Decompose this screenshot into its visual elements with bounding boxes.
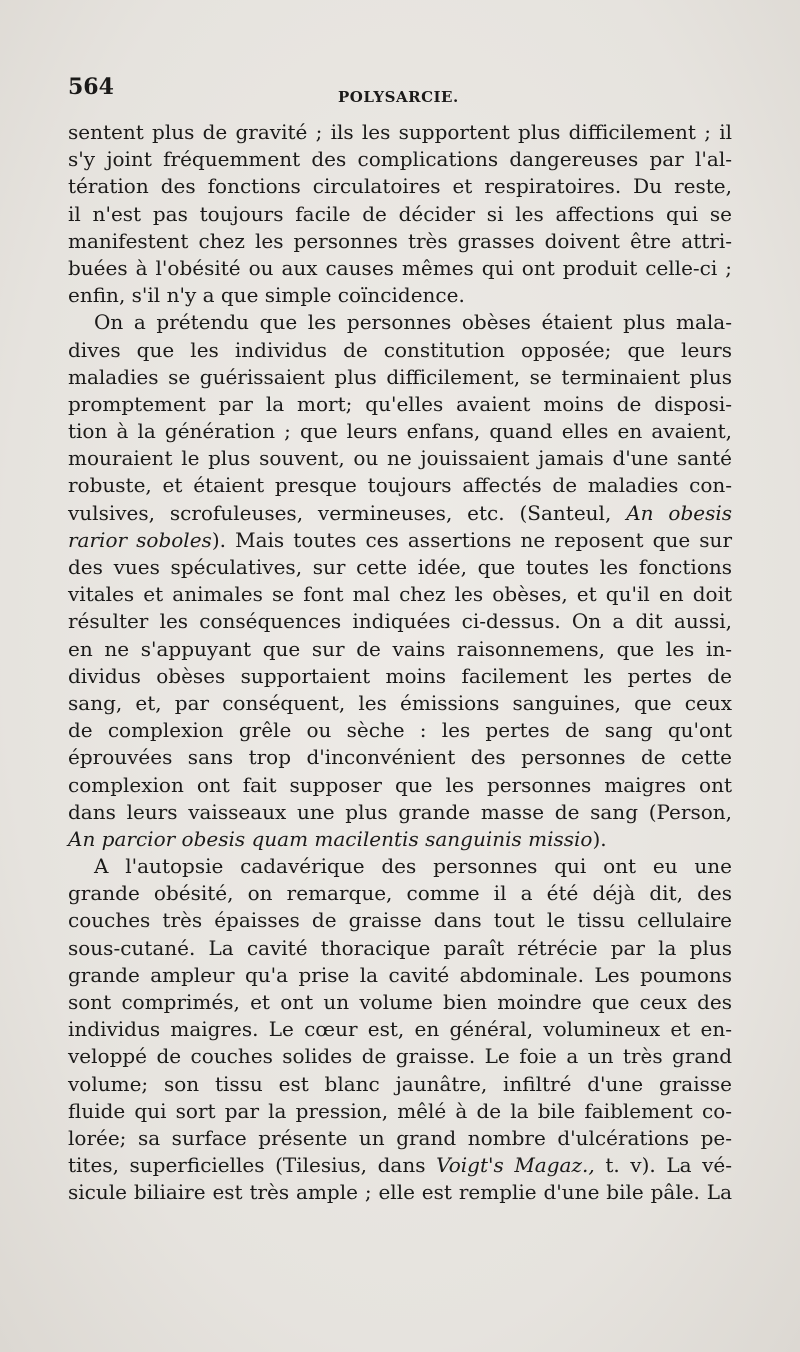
text-line: manifestent chez les personnes très grasses doivent être attri- xyxy=(68,228,732,253)
text-line: sicule biliaire est très ample ; elle est remplie d'une bile pâle. La xyxy=(68,1180,732,1205)
text-line: sous-cutané. La cavité thoracique paraît rétrécie par la plus xyxy=(68,935,732,960)
text-line: s'y joint fréquemment des complications dangereuses par l'al- xyxy=(68,147,732,172)
text-line: dans leurs vaisseaux une plus grande masse de sang (Person, xyxy=(68,799,732,824)
text-line: grande obésité, on remarque, comme il a été déjà dit, des xyxy=(68,881,732,906)
text-line: en ne s'appuyant que sur de vains raisonnemens, que les in- xyxy=(68,636,732,661)
text-line: de complexion grêle ou sèche : les pertes de sang qu'ont xyxy=(68,718,732,743)
text-line: sang, et, par conséquent, les émissions sanguines, que ceux xyxy=(68,690,732,715)
text-line: éprouvées sans trop d'inconvénient des personnes de cette xyxy=(68,745,732,770)
text-line: promptement par la mort; qu'elles avaient moins de disposi- xyxy=(68,391,732,416)
citation-title: An obesis xyxy=(626,500,733,525)
text-line: A l'autopsie cadavérique des personnes qui ont eu une xyxy=(94,854,732,879)
text-segment: t. v). La vé- xyxy=(605,1153,733,1178)
text-line xyxy=(68,527,732,554)
text-line: robuste, et étaient presque toujours affectés de maladies con- xyxy=(68,473,732,498)
text-line: On a prétendu que les personnes obèses étaient plus mala- xyxy=(94,310,732,335)
text-line: grande ampleur qu'a prise la cavité abdominale. Les poumons xyxy=(68,962,732,987)
text-line: enfin, s'il n'y a que simple coïncidence. xyxy=(68,283,465,308)
page-header xyxy=(68,74,732,110)
text-line: fluide qui sort par la pression, mêlé à de la bile faiblement co- xyxy=(68,1098,732,1123)
text-line xyxy=(68,500,732,527)
text-line: tion à la génération ; que leurs enfans, quand elles en avaient, xyxy=(68,419,732,444)
text-line: complexion ont fait supposer que les personnes maigres ont xyxy=(68,772,732,797)
text-line xyxy=(68,826,732,853)
text-line: veloppé de couches solides de graisse. Le foie a un très grand xyxy=(68,1044,732,1069)
text-line: dividus obèses supportaient moins facilement les pertes de xyxy=(68,663,732,688)
citation-title: Voigt's Magaz., xyxy=(436,1153,595,1178)
text-line: mouraient le plus souvent, ou ne jouissaient jamais d'une santé xyxy=(68,446,732,471)
text-line: tération des fonctions circulatoires et respiratoires. Du reste, xyxy=(68,174,732,199)
text-line: résulter les conséquences indiquées ci-dessus. On a dit aussi, xyxy=(68,609,732,634)
citation-title: An parcior obesis quam macilentis sanguinis missio xyxy=(68,826,593,851)
text-line: sentent plus de gravité ; ils les supportent plus difficilement ; il xyxy=(68,120,732,144)
text-line: vitales et animales se font mal chez les obèses, et qu'il en doit xyxy=(68,582,732,607)
text-segment: vulsives, scrofuleuses, vermineuses, etc. (Santeul, xyxy=(68,500,612,525)
text-line: buées à l'obésité ou aux causes mêmes qui ont produit celle-ci ; xyxy=(68,255,732,280)
text-line: lorée; sa surface présente un grand nombre d'ulcérations pe- xyxy=(68,1125,732,1150)
text-segment: ). xyxy=(592,826,607,851)
body-text xyxy=(68,119,732,1207)
text-line: dives que les individus de constitution opposée; que leurs xyxy=(68,337,732,362)
text-line: il n'est pas toujours facile de décider si les affections qui se xyxy=(68,201,732,226)
text-line: sont comprimés, et ont un volume bien moindre que ceux des xyxy=(68,990,732,1014)
text-segment: tites, superficielles (Tilesius, dans xyxy=(68,1153,426,1178)
text-line: volume; son tissu est blanc jaunâtre, infiltré d'une graisse xyxy=(68,1071,732,1096)
citation-title: rarior soboles xyxy=(68,527,212,552)
text-line: individus maigres. Le cœur est, en général, volumineux et en- xyxy=(68,1017,732,1042)
text-line: des vues spéculatives, sur cette idée, que toutes les fonctions xyxy=(68,555,732,579)
text-line xyxy=(68,1152,732,1179)
text-line: couches très épaisses de graisse dans tout le tissu cellulaire xyxy=(68,908,732,933)
text-line: maladies se guérissaient plus difficilement, se terminaient plus xyxy=(68,364,732,389)
running-title: POLYSARCIE. xyxy=(338,88,459,106)
page-number: 564 xyxy=(68,74,114,100)
text-segment: ). Mais toutes ces assertions ne reposent que sur xyxy=(211,527,732,552)
